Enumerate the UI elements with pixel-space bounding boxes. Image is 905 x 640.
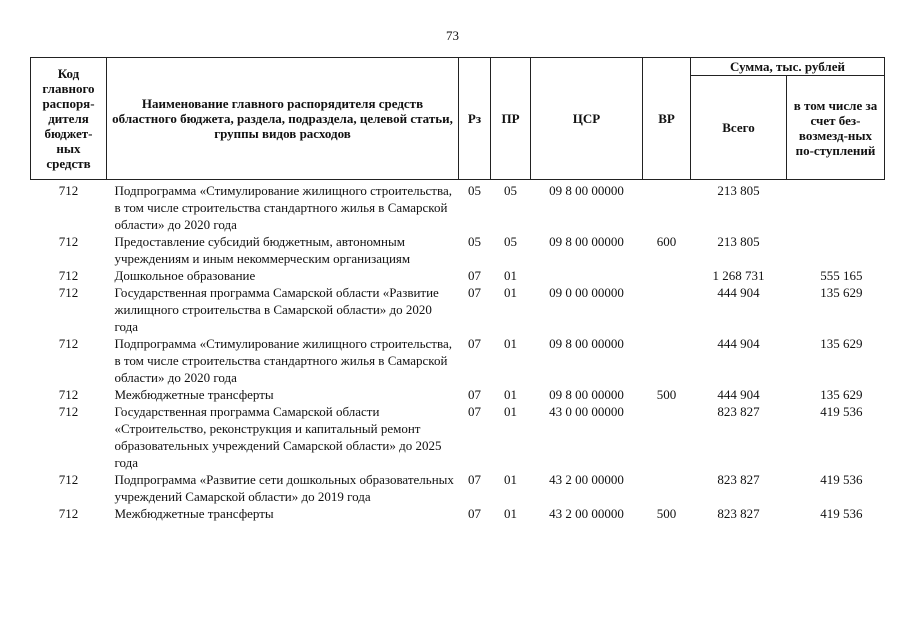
cell-code: 712 [58, 387, 79, 402]
cell-name: Государственная программа Самарской области «Развитие жилищного строительства в Самарской области» до 2020 года [114, 285, 439, 334]
cell-incl: 135 629 [820, 285, 863, 300]
cell-name: Государственная программа Самарской области «Строительство, реконструкция и капитальный ремонт образовательных учреждений Самарской области» до 2025 года [114, 404, 442, 470]
cell-csr: 09 8 00 00000 [549, 183, 624, 198]
cell-total: 213 805 [717, 183, 760, 198]
cell-pr: 01 [504, 404, 517, 419]
cell-csr [531, 267, 643, 284]
table-body [31, 180, 885, 523]
cell-total: 444 904 [717, 336, 760, 351]
header-total: Всего [691, 76, 787, 180]
cell-rz: 07 [468, 268, 481, 283]
cell-incl: 419 536 [820, 404, 863, 419]
cell-total: 823 827 [717, 404, 760, 419]
cell-name: Подпрограмма «Стимулирование жилищного строительства, в том числе строительства стандартного жилья в Самарской области» до 2020 года [114, 336, 452, 385]
cell-vr [643, 284, 691, 335]
cell-pr: 01 [504, 336, 517, 351]
cell-pr: 01 [504, 387, 517, 402]
cell-pr: 01 [504, 506, 517, 521]
cell-total: 823 827 [717, 506, 760, 521]
cell-csr: 09 8 00 00000 [549, 387, 624, 402]
cell-rz: 05 [468, 183, 481, 198]
cell-name: Дошкольное образование [114, 268, 256, 283]
table-row [31, 403, 885, 471]
table-row [31, 386, 885, 403]
cell-name: Подпрограмма «Стимулирование жилищного строительства, в том числе строительства стандартного жилья в Самарской области» до 2020 года [114, 183, 452, 232]
cell-vr: 600 [656, 234, 677, 249]
cell-incl: 419 536 [820, 472, 863, 487]
header-name: Наименование главного распорядителя средств областного бюджета, раздела, подраздела, целевой статьи, группы видов расходов [107, 58, 459, 180]
cell-total: 444 904 [717, 387, 760, 402]
cell-code: 712 [58, 234, 79, 249]
cell-total: 1 268 731 [712, 268, 765, 283]
table-row [31, 471, 885, 505]
cell-vr: 500 [656, 387, 677, 402]
cell-code: 712 [58, 285, 79, 300]
cell-total: 213 805 [717, 234, 760, 249]
cell-total: 444 904 [717, 285, 760, 300]
cell-name: Подпрограмма «Развитие сети дошкольных образовательных учреждений Самарской области» до 2019 года [114, 472, 454, 504]
cell-pr: 05 [504, 234, 517, 249]
cell-code: 712 [58, 472, 79, 487]
table-row [31, 335, 885, 386]
cell-csr: 09 8 00 00000 [549, 336, 624, 351]
cell-vr: 500 [656, 506, 677, 521]
cell-rz: 07 [468, 285, 481, 300]
header-pr: ПР [491, 58, 531, 180]
cell-pr: 01 [504, 285, 517, 300]
cell-vr [643, 267, 691, 284]
cell-name: Межбюджетные трансферты [114, 506, 274, 521]
header-rz: Рз [459, 58, 491, 180]
table-row [31, 180, 885, 234]
cell-name: Межбюджетные трансферты [114, 387, 274, 402]
cell-rz: 07 [468, 404, 481, 419]
table-header [31, 58, 885, 180]
cell-csr: 43 2 00 00000 [549, 506, 624, 521]
budget-table [30, 57, 885, 522]
cell-incl [787, 180, 885, 234]
cell-name: Предоставление субсидий бюджетным, автономным учреждениям и иным некоммерческим организациям [114, 234, 411, 266]
cell-rz: 05 [468, 234, 481, 249]
table-row [31, 267, 885, 284]
cell-incl [787, 233, 885, 267]
page-number: 73 [446, 28, 459, 43]
table-row [31, 505, 885, 522]
header-sum: Сумма, тыс. рублей [691, 58, 885, 76]
cell-csr: 09 0 00 00000 [549, 285, 624, 300]
cell-vr [643, 471, 691, 505]
cell-code: 712 [58, 506, 79, 521]
cell-vr [643, 180, 691, 234]
cell-code: 712 [58, 183, 79, 198]
cell-rz: 07 [468, 387, 481, 402]
cell-csr: 09 8 00 00000 [549, 234, 624, 249]
cell-incl: 135 629 [820, 387, 863, 402]
cell-total: 823 827 [717, 472, 760, 487]
cell-vr [643, 335, 691, 386]
cell-pr: 05 [504, 183, 517, 198]
table-row [31, 233, 885, 267]
cell-code: 712 [58, 336, 79, 351]
cell-incl: 555 165 [820, 268, 863, 283]
cell-csr: 43 2 00 00000 [549, 472, 624, 487]
cell-rz: 07 [468, 336, 481, 351]
table-row [31, 284, 885, 335]
header-code: Код главного распоря-дителя бюджет-ных средств [31, 58, 107, 180]
header-vr: ВР [643, 58, 691, 180]
header-incl: в том числе за счет без-возмезд-ных по-ступлений [787, 76, 885, 180]
cell-vr [643, 403, 691, 471]
cell-code: 712 [58, 404, 79, 419]
cell-code: 712 [58, 268, 79, 283]
header-csr: ЦСР [531, 58, 643, 180]
cell-incl: 419 536 [820, 506, 863, 521]
cell-rz: 07 [468, 472, 481, 487]
cell-csr: 43 0 00 00000 [549, 404, 624, 419]
cell-incl: 135 629 [820, 336, 863, 351]
cell-pr: 01 [504, 268, 517, 283]
cell-pr: 01 [504, 472, 517, 487]
cell-rz: 07 [468, 506, 481, 521]
